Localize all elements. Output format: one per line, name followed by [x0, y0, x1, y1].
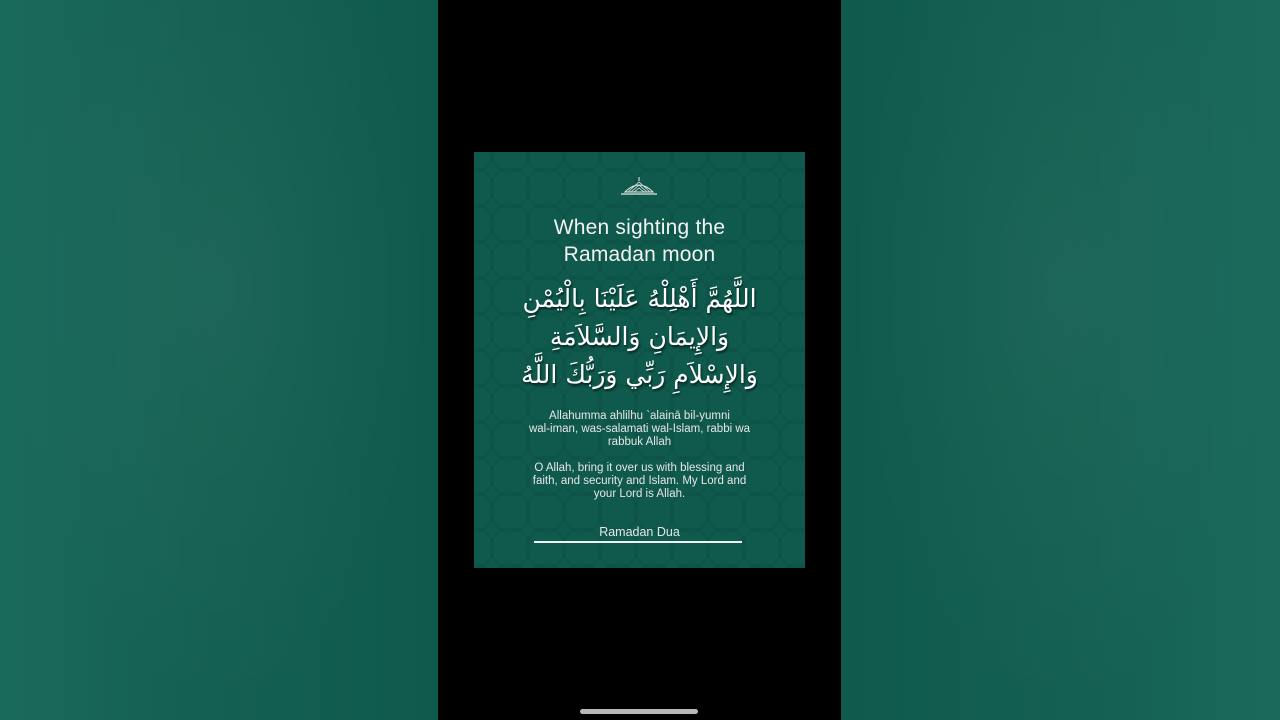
translation-line: O Allah, bring it over us with blessing and: [534, 462, 745, 474]
transliteration-line: rabbuk Allah: [607, 436, 672, 448]
mosque-dome-icon: [619, 176, 659, 196]
page-title: [474, 214, 805, 268]
transliteration-line: wal-iman, was-salamati wal-Islam, rabbi wa: [528, 423, 751, 435]
arabic-line: اللَّهُمَّ أَهْلِلْهُ عَلَيْنَا بِالْيُمْنِ: [522, 284, 757, 313]
left-backdrop: [0, 0, 438, 720]
translation-line: your Lord is Allah.: [593, 488, 686, 500]
right-backdrop: [841, 0, 1280, 720]
phone-screen: [438, 0, 841, 720]
arabic-dua: [474, 280, 805, 394]
translation-line: faith, and security and Islam. My Lord and: [532, 475, 747, 487]
translation: [510, 462, 769, 501]
footer-label: Ramadan Dua: [599, 525, 680, 539]
home-indicator[interactable]: [580, 709, 698, 714]
transliteration-line: Allahumma ahlilhu `alainā bil-yumni: [549, 410, 730, 422]
title-line: When sighting the: [553, 216, 726, 239]
dua-card: [474, 152, 805, 568]
title-line: Ramadan moon: [563, 243, 716, 266]
arabic-line: وَالإِيمَانِ وَالسَّلاَمَةِ: [549, 322, 730, 351]
transliteration: [504, 410, 775, 449]
arabic-line: وَالإِسْلاَمِ رَبِّي وَرَبُّكَ اللَّهُ: [521, 360, 758, 389]
footer-divider: [534, 541, 742, 543]
